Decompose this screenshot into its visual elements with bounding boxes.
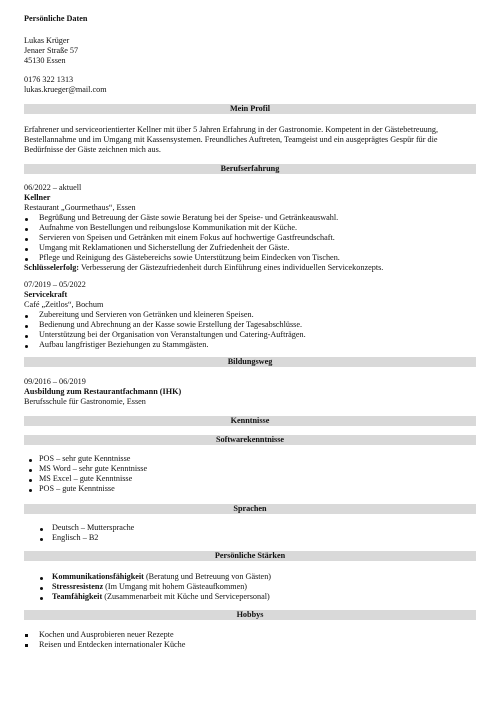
list-item: MS Excel – gute Kenntnisse xyxy=(24,474,476,484)
key-achievement-label: Schlüsselerfolg: xyxy=(24,263,80,272)
job-2-title: Servicekraft xyxy=(24,290,68,299)
education-title: Ausbildung zum Restaurantfachmann (IHK) xyxy=(24,387,182,396)
software-heading-bar: Softwarekenntnisse xyxy=(24,435,476,445)
list-item: Unterstützung bei der Organisation von Veranstaltungen und Catering-Aufträgen. xyxy=(24,330,476,340)
languages-list xyxy=(24,523,476,543)
strength-text: (Beratung und Betreuung von Gästen) xyxy=(143,572,272,581)
job-2 xyxy=(24,280,476,350)
personal-block xyxy=(24,36,476,66)
street: Jenaer Straße 57 xyxy=(24,46,79,55)
strength-label: Kommunikationsfähigkeit xyxy=(52,572,144,581)
list-item xyxy=(24,592,476,602)
experience-heading-bar: Berufserfahrung xyxy=(24,164,476,174)
list-item xyxy=(24,582,476,592)
profile-text: Erfahrener und serviceorientierter Kellner mit über 5 Jahren Erfahrung in der Gastronomie. Kompetent in der Gästebetreuung, Bestellannahme und im Umgang mit Kassensystemen. Freundliches Auftreten, Teamgeist und ein ausgeprägtes Gespür für die Bedürfnisse der Gäste zeichnen mich aus. xyxy=(24,125,438,154)
personal-heading: Persönliche Daten xyxy=(24,14,88,23)
software-list xyxy=(24,454,476,494)
list-item xyxy=(24,572,476,582)
phone: 0176 322 1313 xyxy=(24,75,74,84)
job-2-period: 07/2019 – 05/2022 xyxy=(24,280,86,289)
city: 45130 Essen xyxy=(24,56,66,65)
job-1-employer: Restaurant „Gourmethaus“, Essen xyxy=(24,203,136,212)
hobbies-heading-bar: Hobbys xyxy=(24,610,476,620)
job-2-employer: Café „Zeitlos“, Bochum xyxy=(24,300,104,309)
list-item: Deutsch – Muttersprache xyxy=(24,523,476,533)
list-item: Aufbau langfristiger Beziehungen zu Stammgästen. xyxy=(24,340,476,350)
list-item: MS Word – sehr gute Kenntnisse xyxy=(24,464,476,474)
list-item: POS – sehr gute Kenntnisse xyxy=(24,454,476,464)
key-achievement-text: Verbesserung der Gästezufriedenheit durch Einführung eines individuellen Servicekonzepts. xyxy=(79,263,384,272)
list-item: Kochen und Ausprobieren neuer Rezepte xyxy=(24,630,476,640)
strengths-list xyxy=(24,572,476,602)
education-block xyxy=(24,377,476,407)
job-1-title: Kellner xyxy=(24,193,51,202)
list-item: Begrüßung und Betreuung der Gäste sowie Beratung bei der Speise- und Getränkeauswahl. xyxy=(24,213,476,223)
list-item: Aufnahme von Bestellungen und reibungslose Kommunikation mit der Küche. xyxy=(24,223,476,233)
strength-text: (Im Umgang mit hohem Gästeaufkommen) xyxy=(103,582,248,591)
strength-label: Stressresistenz xyxy=(52,582,104,591)
list-item: Umgang mit Reklamationen und Sicherstellung der Zufriedenheit der Gäste. xyxy=(24,243,476,253)
list-item: POS – gute Kenntnisse xyxy=(24,484,476,494)
email[interactable]: lukas.krueger@mail.com xyxy=(24,85,107,94)
name: Lukas Krüger xyxy=(24,36,70,45)
strengths-heading-bar: Persönliche Stärken xyxy=(24,551,476,561)
job-1-period: 06/2022 – aktuell xyxy=(24,183,82,192)
list-item: Servieren von Speisen und Getränken mit einem Fokus auf hochwertige Gastfreundschaft. xyxy=(24,233,476,243)
education-period: 09/2016 – 06/2019 xyxy=(24,377,86,386)
list-item: Englisch – B2 xyxy=(24,533,476,543)
hobbies-list xyxy=(24,630,476,650)
contact-block xyxy=(24,75,476,95)
profile-heading-bar: Mein Profil xyxy=(24,104,476,114)
job-1 xyxy=(24,183,476,273)
strength-label: Teamfähigkeit xyxy=(52,592,103,601)
education-school: Berufsschule für Gastronomie, Essen xyxy=(24,397,146,406)
education-heading-bar: Bildungsweg xyxy=(24,357,476,367)
list-item: Pflege und Reinigung des Gästebereichs sowie Unterstützung beim Eindecken von Tischen. xyxy=(24,253,476,263)
strength-text: (Zusammenarbeit mit Küche und Servicepersonal) xyxy=(102,592,270,601)
languages-heading-bar: Sprachen xyxy=(24,504,476,514)
job-1-key-achievement xyxy=(24,263,476,273)
list-item: Reisen und Entdecken internationaler Küche xyxy=(24,640,476,650)
list-item: Zubereitung und Servieren von Getränken und kleineren Speisen. xyxy=(24,310,476,320)
skills-heading-bar: Kenntnisse xyxy=(24,416,476,426)
list-item: Bedienung und Abrechnung an der Kasse sowie Erstellung der Tagesabschlüsse. xyxy=(24,320,476,330)
